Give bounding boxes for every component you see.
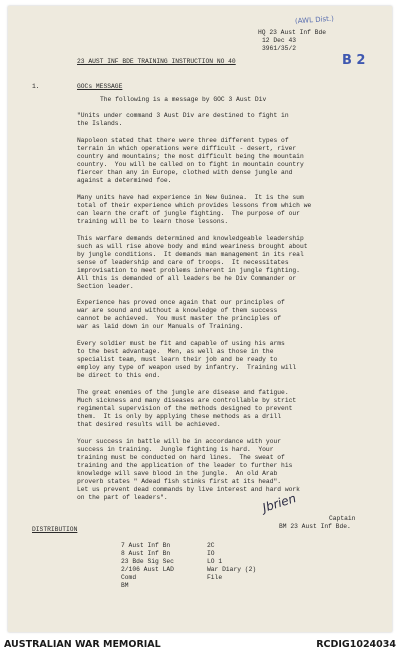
body-line: total of their experience which provides lessons from which we [77, 202, 312, 209]
body-line: specialist team, must learn their job and be ready to [77, 356, 278, 363]
body-line: country and mountains; the most difficult being the mountain [77, 153, 304, 160]
body-line: such as will rise above body and mind weariness brought about [77, 243, 308, 250]
body-line: Much sickness and many diseases are controllable by strict [77, 397, 297, 404]
distribution-unit: BM [121, 582, 129, 589]
body-line: the Islands. [77, 120, 123, 127]
body-line: "Units under command 3 Aust Div are destined to fight in [77, 112, 289, 119]
body-line: Every soldier must be fit and capable of using his arms [77, 340, 285, 347]
body-line: sense of leadership and care of troops. It necessitates [77, 259, 289, 266]
section-heading: GOCs MESSAGE [77, 83, 123, 90]
body-line: country. You will be called on to fight in mountain country [77, 161, 304, 168]
body-line: cannot be achieved. You must master the principles of [77, 315, 282, 322]
body-line: knowledge will save blood in the jungle. An old Arab [77, 470, 278, 477]
body-line: be direct to this end. [77, 372, 161, 379]
distribution-unit: 2/106 Aust LAD [121, 566, 174, 573]
distribution-copies: File [207, 574, 223, 581]
distribution-copies: War Diary (2) [207, 566, 257, 573]
distribution-unit: Comd [121, 574, 137, 581]
ref-line-file: 3961/35/2 [262, 45, 297, 52]
archive-footer [0, 636, 400, 654]
body-line: training must be conducted on hard lines. The sweat of [77, 454, 285, 461]
handwritten-note: (AWL Dist.) [294, 14, 335, 26]
body-line: All this is demanded of all leaders be he Div Commander or [77, 275, 297, 282]
body-line: war are sound and without a knowledge of them success [77, 307, 278, 314]
body-line: against a determined foe. [77, 177, 172, 184]
body-line: Napoleon stated that there were three different types of [77, 137, 289, 144]
distribution-unit: 8 Aust Inf Bn [121, 550, 171, 557]
body-line: The great enemies of the jungle are disease and fatigue. [77, 389, 289, 396]
document-title: 23 AUST INF BDE TRAINING INSTRUCTION NO 40 [77, 58, 236, 65]
body-line: terrain in which operations were difficult - desert, river [77, 145, 297, 152]
body-line: The following is a message by GOC 3 Aust Div [100, 96, 267, 103]
body-line: Experience has proved once again that our principles of [77, 299, 285, 306]
body-line: improvisation to meet problems inherent in jungle fighting. [77, 267, 300, 274]
distribution-copies: IO [207, 550, 215, 557]
ref-line-hq: HQ 23 Aust Inf Bde [258, 29, 327, 36]
body-line: can learn the craft of jungle fighting. The purpose of our [77, 210, 300, 217]
signature-mark: Jbrien [260, 491, 298, 515]
body-line: by jungle conditions. It demands man management in its real [77, 251, 304, 258]
distribution-copies: LO 1 [207, 558, 223, 565]
body-line: Your success in battle will be in accordance with your [77, 438, 282, 445]
body-line: fiercer than any in Europe, clothed with dense jungle and [77, 169, 293, 176]
body-line: success in training. Jungle fighting is hard. Your [77, 446, 274, 453]
distribution-unit: 23 Bde Sig Sec [121, 558, 174, 565]
body-line: training will be to learn those lessons. [77, 218, 229, 225]
footer-institution: AUSTRALIAN WAR MEMORIAL [4, 639, 161, 650]
distribution-copies: 2C [207, 542, 215, 549]
stamp-b2: B 2 [342, 53, 366, 68]
body-line: that desired results will be achieved. [77, 421, 221, 428]
body-line: war as laid down in our Manuals of Training. [77, 323, 244, 330]
signature-rank: Captain [329, 515, 356, 522]
section-number: 1. [32, 83, 40, 90]
body-line: them. It is only by applying these methods as a drill [77, 413, 282, 420]
body-line: This warfare demands determined and knowledgeable leadership [77, 235, 304, 242]
body-line: Many units have had experience in New Guinea. It is the sum [77, 194, 304, 201]
body-line: employ any type of weapon used by infantry. Training will [77, 364, 297, 371]
body-line: training and the application of the leader to further his [77, 462, 293, 469]
footer-item-id: RCDIG1024034 [316, 639, 396, 650]
body-line: regimental supervision of the methods designed to prevent [77, 405, 293, 412]
distribution-unit: 7 Aust Inf Bn [121, 542, 171, 549]
body-line: Section leader. [77, 283, 134, 290]
body-line: to the best advantage. Men, as well as those in the [77, 348, 274, 355]
body-line: on the part of leaders". [77, 494, 168, 501]
signature-unit: BM 23 Aust Inf Bde. [279, 523, 351, 530]
body-line: proverb states " Adead fish stinks first at its head". [77, 478, 282, 485]
distribution-heading: DISTRIBUTION [32, 526, 78, 533]
ref-line-date: 12 Dec 43 [262, 37, 297, 44]
body-line: Let us prevent dead commands by live interest and hard work [77, 486, 300, 493]
